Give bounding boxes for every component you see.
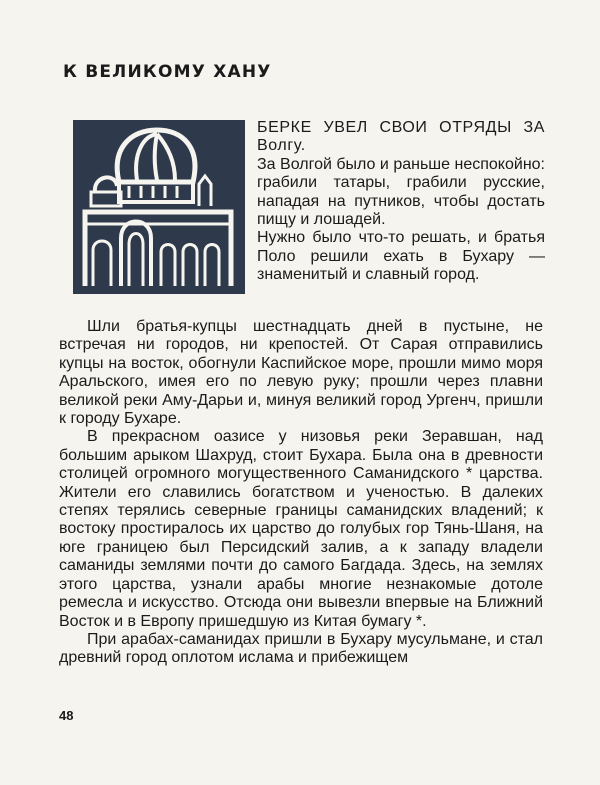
body-paragraph: Шли братья-купцы шестнадцать дней в пустыне, не встречая ни городов, ни крепостей. От Сарая отправились купцы на восток, обогнули Каспийское море, прошли мимо моря Аральского, имея его по левую руку; прошли через плавни великой реки Аму-Дарьи и, минуя великий город Ургенч, пришли к городу Бухаре. [59,318,543,428]
intro-text [257,119,545,285]
chapter-title: К ВЕЛИКОМУ ХАНУ [63,62,272,82]
intro-paragraph: Нужно было что-то решать, и братья Поло решили ехать в Бухару — знаменитый и славный город. [257,229,545,284]
intro-paragraph: БЕРКЕ УВЕЛ СВОИ ОТРЯДЫ ЗА Волгу. [257,119,545,155]
body-paragraph: При арабах-саманидах пришли в Бухару мусульмане, и стал древний город оплотом ислама и прибежищем [59,630,543,667]
intro-paragraph: За Волгой было и раньше неспокойно: грабили татары, грабили русские, нападая на путников, чтобы достать пищу и лошадей. [257,155,545,229]
page-number: 48 [59,708,74,723]
body-text [59,318,543,668]
mosque-dome-icon [73,120,245,294]
body-paragraph: В прекрасном оазисе у низовья реки Зеравшан, над большим арыком Шахруд, стоит Бухара. Была она в древности столицей огромного могущественного Саманидского * царства. Жители его славились богатством и ученостью. В далеких степях терялись северные границы саманидских владений; к востоку простиралось их царство до голубых гор Тянь-Шаня, на юге границею был Персидский залив, а к западу владели саманиды землями почти до самого Багдада. Здесь, на землях этого царства, узнали арабы многие незнакомые дотоле ремесла и искусство. Отсюда они вывезли впервые на Ближний Восток и в Европу пришедшую из Китая бумагу *. [59,428,543,630]
